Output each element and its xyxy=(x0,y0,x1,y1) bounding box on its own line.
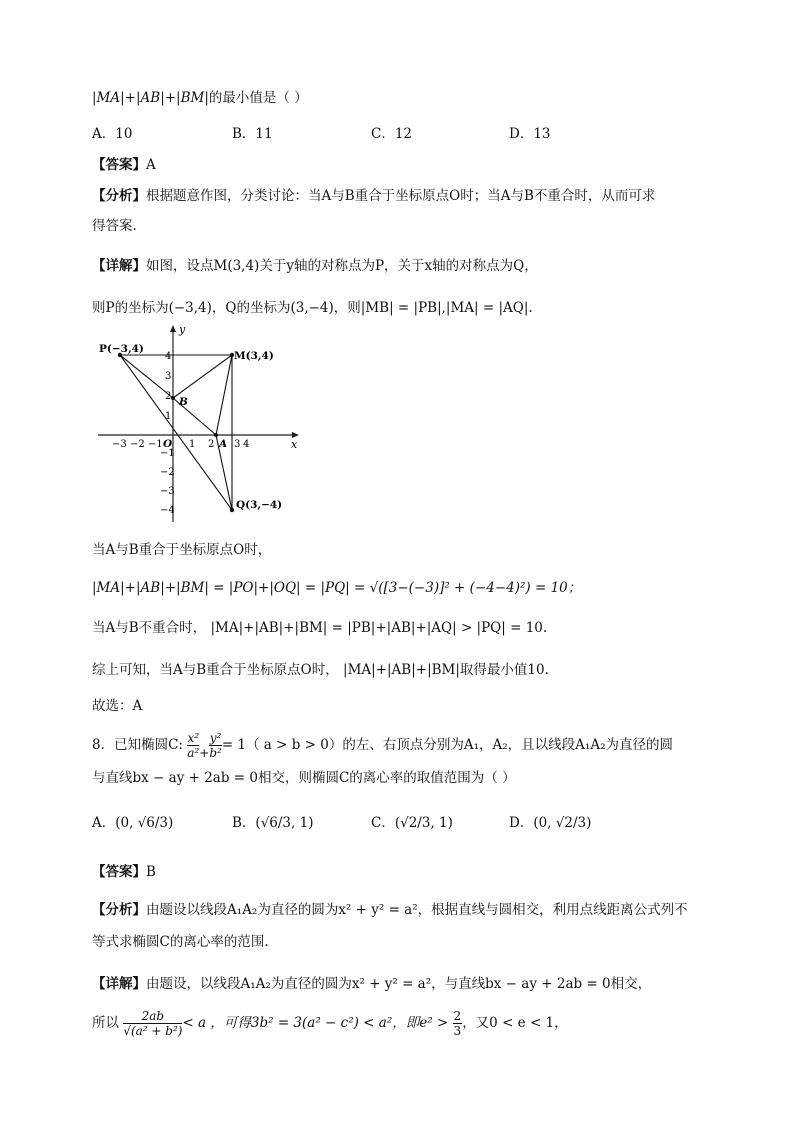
point-q xyxy=(230,508,234,512)
ellipse-equation: $\frac{\text{x²}}{\text{a²}}$ + $\frac{\text{y²}}{\text{b²}}$ xyxy=(187,731,222,760)
segment-pq xyxy=(120,355,232,510)
e-fraction: $\frac{2}{3}$ xyxy=(453,1009,462,1038)
y-tick-label: −1 xyxy=(160,448,175,459)
q7-option-c: C．12 xyxy=(371,126,413,142)
q8-option-c: C．(√2/3, 1) xyxy=(371,815,453,831)
q7-option-d: D．13 xyxy=(509,126,551,142)
label-o: O xyxy=(163,438,173,450)
q8-detail xyxy=(92,974,651,994)
analysis-tag: 【分析】 xyxy=(92,902,146,918)
y-tick-label: 3 xyxy=(165,371,172,382)
x-tick-label: −2 xyxy=(130,439,145,450)
y-tick-label: −3 xyxy=(160,486,175,497)
x-ticks xyxy=(112,439,249,450)
q7-stem-text: 的最小值是（ ） xyxy=(208,90,308,106)
axis-label-y: y xyxy=(179,323,186,336)
q7-analysis-line-2: 得答案. xyxy=(92,218,137,234)
q7-detail xyxy=(92,256,538,276)
q8-stem-cond: = 1（ a > b > 0）的左、右顶点分别为A₁，A₂，且以线段A₁A₂为直径的圆 xyxy=(221,737,674,753)
q7-summary: 综上可知，当A与B重合于坐标原点O时， |MA|+|AB|+|BM|取得最小值10. xyxy=(92,662,549,678)
detail-line-1: 由题设，以线段A₁A₂为直径的圆为x² + y² = a²，与直线bx − ay + 2ab = 0相交， xyxy=(146,976,652,992)
answer-tag: 【答案】 xyxy=(92,864,146,880)
q8-stem-pre: 已知椭圆C: xyxy=(114,737,183,753)
label-m: M(3,4) xyxy=(234,350,274,362)
x-tick-label: −3 xyxy=(112,439,127,450)
label-a: A xyxy=(219,438,228,450)
y-tick-label: −2 xyxy=(160,467,175,478)
point-b xyxy=(171,396,175,400)
y-axis-arrow xyxy=(170,325,176,332)
q7-analysis xyxy=(92,186,655,206)
analysis-line-1: 由题设以线段A₁A₂为直径的圆为x² + y² = a²，根据直线与圆相交，利用点线距离公式列不 xyxy=(146,902,688,918)
q7-option-b: B．11 xyxy=(232,126,273,142)
segment-bm xyxy=(173,355,232,398)
q7-case1-text: 当A与B重合于坐标原点O时， xyxy=(92,542,272,558)
q7-stem xyxy=(92,88,308,108)
label-b: B xyxy=(179,396,188,408)
q8-answer xyxy=(92,862,156,882)
q8-option-d: D．(0, √2/3) xyxy=(509,815,592,831)
q8-number: 8． xyxy=(92,737,115,753)
x-tick-label: 3 xyxy=(234,439,241,450)
q8-stem xyxy=(92,728,673,764)
x-tick-label: 2 xyxy=(208,439,215,450)
distance-fraction: $\frac{2ab}{\text{√(a² + b²)}}$ xyxy=(123,1009,183,1038)
q8-option-a: A．(0, √6/3) xyxy=(92,815,174,831)
y-tick-label: 1 xyxy=(165,411,172,422)
analysis-tag: 【分析】 xyxy=(92,188,146,204)
answer-value: A xyxy=(146,157,156,173)
q7-choose: 故选：A xyxy=(92,698,143,714)
analysis-line-1: 根据题意作图，分类讨论：当A与B重合于坐标原点O时；当A与B不重合时，从而可求 xyxy=(146,188,656,204)
q8-option-b: B．(√6/3, 1) xyxy=(232,815,314,831)
q8-analysis xyxy=(92,900,688,920)
segment-am xyxy=(216,355,232,435)
q8-analysis-line-2: 等式求椭圆C的离心率的范围. xyxy=(92,934,269,950)
q8-stem-line-2: 与直线bx − ay + 2ab = 0相交，则椭圆C的离心率的取值范围为（ ） xyxy=(92,770,516,786)
y-tick-label: 4 xyxy=(165,351,172,362)
label-q: Q(3,−4) xyxy=(236,499,283,511)
detail-line-1: 如图，设点M(3,4)关于y轴的对称点为P，关于x轴的对称点为Q， xyxy=(146,258,538,274)
y-tick-label: −4 xyxy=(160,505,175,516)
q8-detail-line-2: 所以 $\frac{2ab}{\text{√(a² + b²)}}$ < a ，可得3b² = 3(a² − c²) < a²，即e² > $\frac{2}{3}$ ，又0 < e < 1， xyxy=(92,1009,568,1038)
x-tick-label: −1 xyxy=(148,439,163,450)
axis-label-x: x xyxy=(291,438,298,451)
y-tick-label: 2 xyxy=(165,391,172,402)
x-tick-label: 1 xyxy=(189,439,196,450)
x-tick-label: 4 xyxy=(243,439,250,450)
label-p: P(−3,4) xyxy=(99,343,144,355)
point-a xyxy=(214,433,218,437)
q7-case2: 当A与B不重合时， |MA|+|AB|+|BM| = |PB|+|AB|+|AQ| > |PQ| = 10. xyxy=(92,620,548,636)
answer-value: B xyxy=(146,864,156,880)
q7-option-a: A．10 xyxy=(92,126,133,142)
q7-answer xyxy=(92,155,156,175)
q7-case1-formula: |MA|+|AB|+|BM| = |PO|+|OQ| = |PQ| = √([3−(−3)]² + (−4−4)²) = 10； xyxy=(92,580,582,596)
detail-tag: 【详解】 xyxy=(92,258,146,274)
detail-tag: 【详解】 xyxy=(92,976,146,992)
coordinate-figure xyxy=(96,322,306,527)
q7-stem-expression: |MA|+|AB|+|BM| xyxy=(92,90,209,106)
q7-detail-line-2: 则P的坐标为(−3,4)，Q的坐标为(3,−4)，则|MB| = |PB|,|MA| = |AQ|. xyxy=(92,300,533,316)
answer-tag: 【答案】 xyxy=(92,157,146,173)
